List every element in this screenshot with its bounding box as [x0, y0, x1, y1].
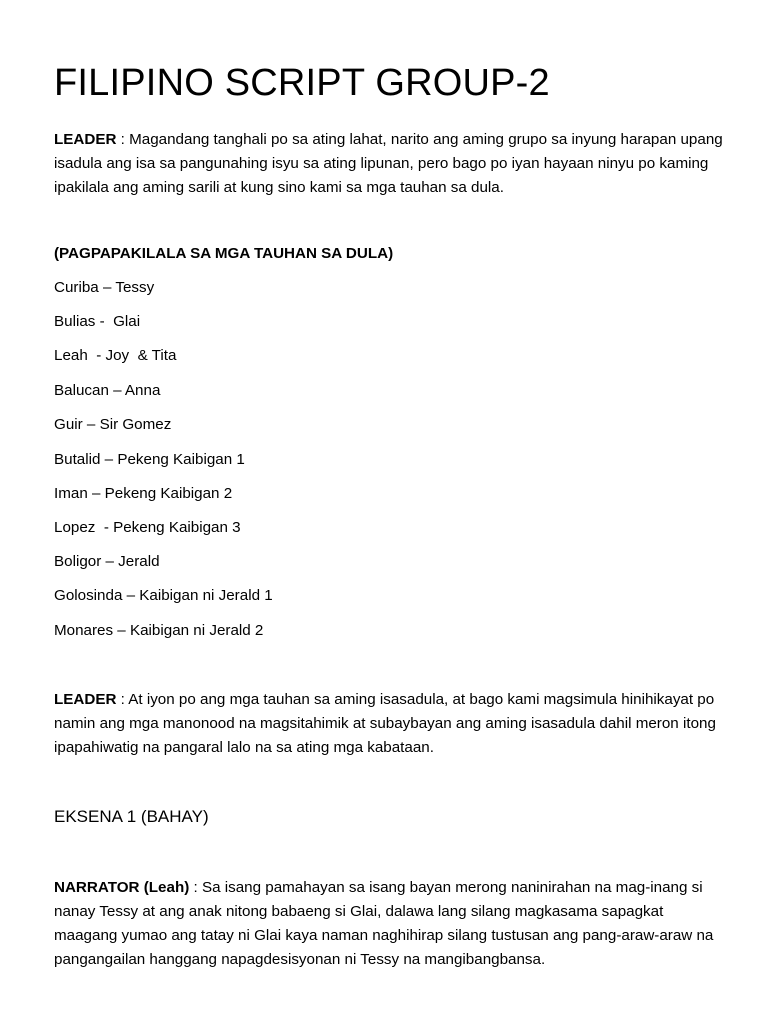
cast-item: Curiba – Tessy: [54, 279, 155, 296]
cast-item: Golosinda – Kaibigan ni Jerald 1: [54, 587, 273, 604]
closing-paragraph: [54, 688, 726, 760]
cast-item: Iman – Pekeng Kaibigan 2: [54, 485, 233, 502]
cast-heading: (PAGPAPAKILALA SA MGA TAUHAN SA DULA): [54, 245, 394, 262]
intro-speaker: LEADER: [54, 131, 117, 148]
narration-paragraph: [54, 876, 726, 972]
cast-item: Leah - Joy & Tita: [54, 347, 177, 364]
narration-speaker: NARRATOR (Leah): [54, 879, 190, 896]
closing-speaker: LEADER: [54, 691, 117, 708]
cast-item: Guir – Sir Gomez: [54, 416, 172, 433]
scene-heading: EKSENA 1 (BAHAY): [54, 807, 209, 826]
narration-text: : Sa isang pamahayan sa isang bayan merong naninirahan na mag-inang si nanay Tessy at ang anak nitong babaeng si Glai, dalawa lang silang magkasama sapagkat maagang yumao ang tatay ni Glai kaya naman naghihirap silang tustusan ang pang-araw-araw na pangangailan hanggang napagdesisyonan ni Tessy na mangibangbansa.: [54, 879, 714, 968]
intro-paragraph: [54, 128, 726, 200]
intro-text: : Magandang tanghali po sa ating lahat, narito ang aming grupo sa inyung harapan upang isadula ang isa sa pangunahing isyu sa ating lipunan, pero bago po iyan hayaan ninyu po kaming ipakilala ang aming sarili at kung sino kami sa mga tauhan sa dula.: [54, 131, 723, 196]
cast-item: Monares – Kaibigan ni Jerald 2: [54, 622, 264, 639]
closing-text: : At iyon po ang mga tauhan sa aming isasadula, at bago kami magsimula hinihikayat po namin ang mga manonood na magsitahimik at subaybayan ang aming isasadula dahil meron itong ipapahiwatig na pangaral lalo na sa ating mga kabataan.: [54, 691, 716, 756]
cast-item: Boligor – Jerald: [54, 553, 160, 570]
cast-item: Bulias - Glai: [54, 313, 141, 330]
document-title: FILIPINO SCRIPT GROUP-2: [54, 62, 550, 104]
cast-item: Lopez - Pekeng Kaibigan 3: [54, 519, 241, 536]
cast-item: Butalid – Pekeng Kaibigan 1: [54, 451, 245, 468]
cast-item: Balucan – Anna: [54, 382, 161, 399]
